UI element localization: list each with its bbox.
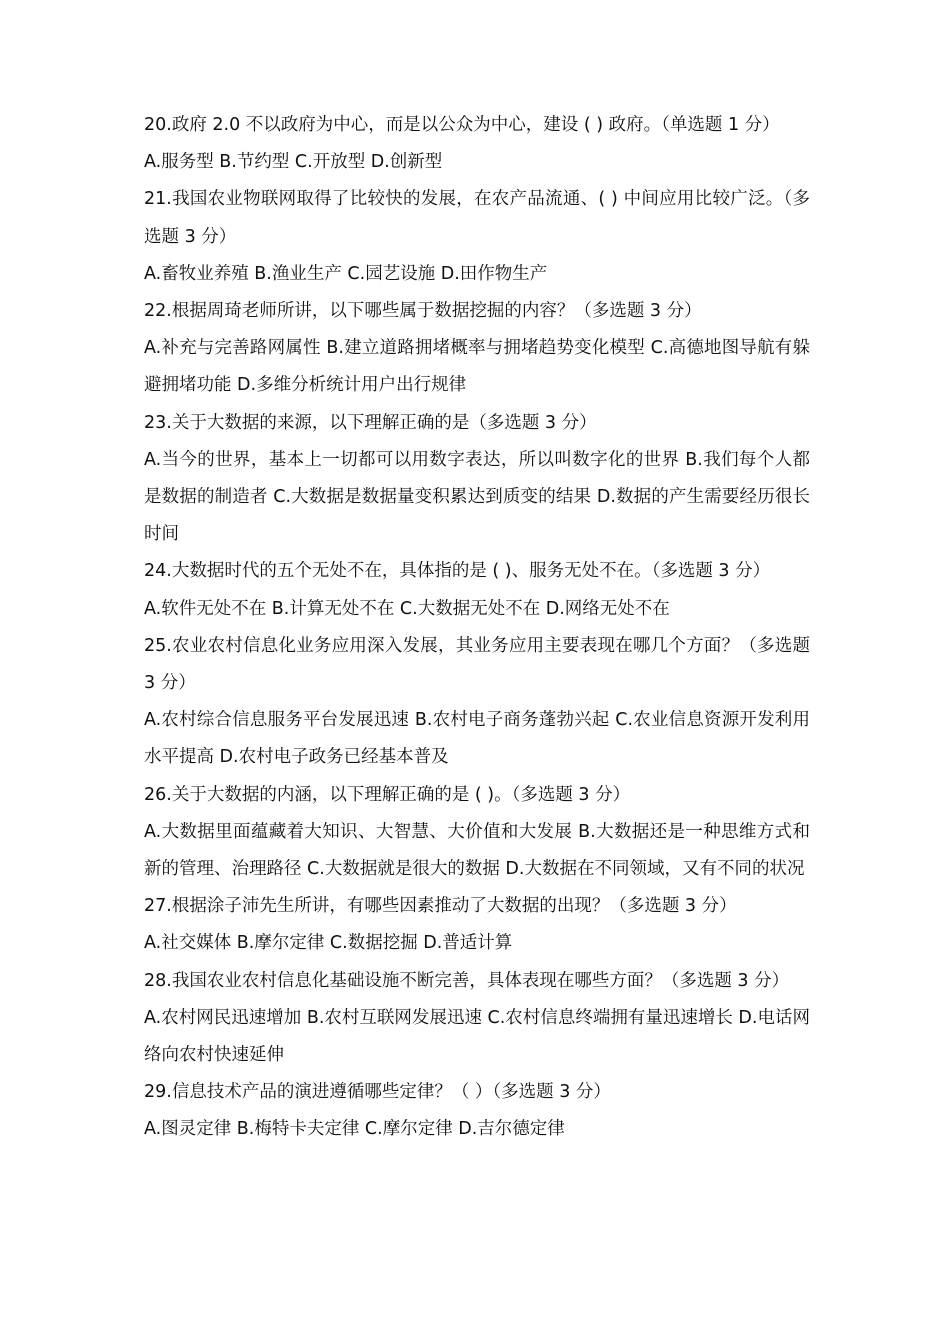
question-20-options: A.服务型 B.节约型 C.开放型 D.创新型 xyxy=(144,152,443,173)
question-22-options: A.补充与完善路网属性 B.建立道路拥堵概率与拥堵趋势变化模型 C.高德地图导航有躲避拥堵功能 D.多维分析统计用户出行规律 xyxy=(144,338,810,396)
question-27-options: A.社交媒体 B.摩尔定律 C.数据挖掘 D.普适计算 xyxy=(144,933,513,954)
question-25-options: A.农村综合信息服务平台发展迅速 B.农村电子商务蓬勃兴起 C.农业信息资源开发利用水平提高 D.农村电子政务已经基本普及 xyxy=(144,710,810,768)
question-22-text: 22.根据周琦老师所讲，以下哪些属于数据挖掘的内容？（多选题 3 分） xyxy=(144,301,702,322)
question-29-options: A.图灵定律 B.梅特卡夫定律 C.摩尔定律 D.吉尔德定律 xyxy=(144,1119,565,1140)
question-21-options: A.畜牧业养殖 B.渔业生产 C.园艺设施 D.田作物生产 xyxy=(144,263,548,284)
question-25-text: 25.农业农村信息化业务应用深入发展，其业务应用主要表现在哪几个方面？（多选题 3 分） xyxy=(144,635,810,694)
question-23-options: A.当今的世界，基本上一切都可以用数字表达，所以叫数字化的世界 B.我们每个人都是数据的制造者 C.大数据是数据量变积累达到质变的结果 D.数据的产生需要经历很长时间 xyxy=(144,449,810,545)
question-21-text: 21.我国农业物联网取得了比较快的发展，在农产品流通、( ) 中间应用比较广泛。（多选题 3 分） xyxy=(144,189,810,247)
question-20-text: 20.政府 2.0 不以政府为中心，而是以公众为中心，建设 ( ) 政府。（单选题 1 分） xyxy=(144,115,780,135)
question-29-text: 29.信息技术产品的演进遵循哪些定律？（ ）（多选题 3 分） xyxy=(144,1082,611,1103)
question-28-text: 28.我国农业农村信息化基础设施不断完善，具体表现在哪些方面？（多选题 3 分） xyxy=(144,970,790,991)
question-27-text: 27.根据涂子沛先生所讲，有哪些因素推动了大数据的出现？（多选题 3 分） xyxy=(144,896,737,917)
question-26-text: 26.关于大数据的内涵，以下理解正确的是 ( )。（多选题 3 分） xyxy=(144,784,631,805)
question-28-options: A.农村网民迅速增加 B.农村互联网发展迅速 C.农村信息终端拥有量迅速增长 D.电话网络向农村快速延伸 xyxy=(144,1007,810,1066)
question-24-text: 24.大数据时代的五个无处不在，具体指的是 ( )、服务无处不在。（多选题 3 分） xyxy=(144,561,771,582)
question-24-options: A.软件无处不在 B.计算无处不在 C.大数据无处不在 D.网络无处不在 xyxy=(144,598,670,619)
question-23-text: 23.关于大数据的来源，以下理解正确的是（多选题 3 分） xyxy=(144,412,597,433)
document-page xyxy=(144,107,810,1149)
question-26-options: A.大数据里面蕴藏着大知识、大智慧、大价值和大发展 B.大数据还是一种思维方式和新的管理、治理路径 C.大数据就是很大的数据 D.大数据在不同领域，又有不同的状况 xyxy=(144,821,810,880)
